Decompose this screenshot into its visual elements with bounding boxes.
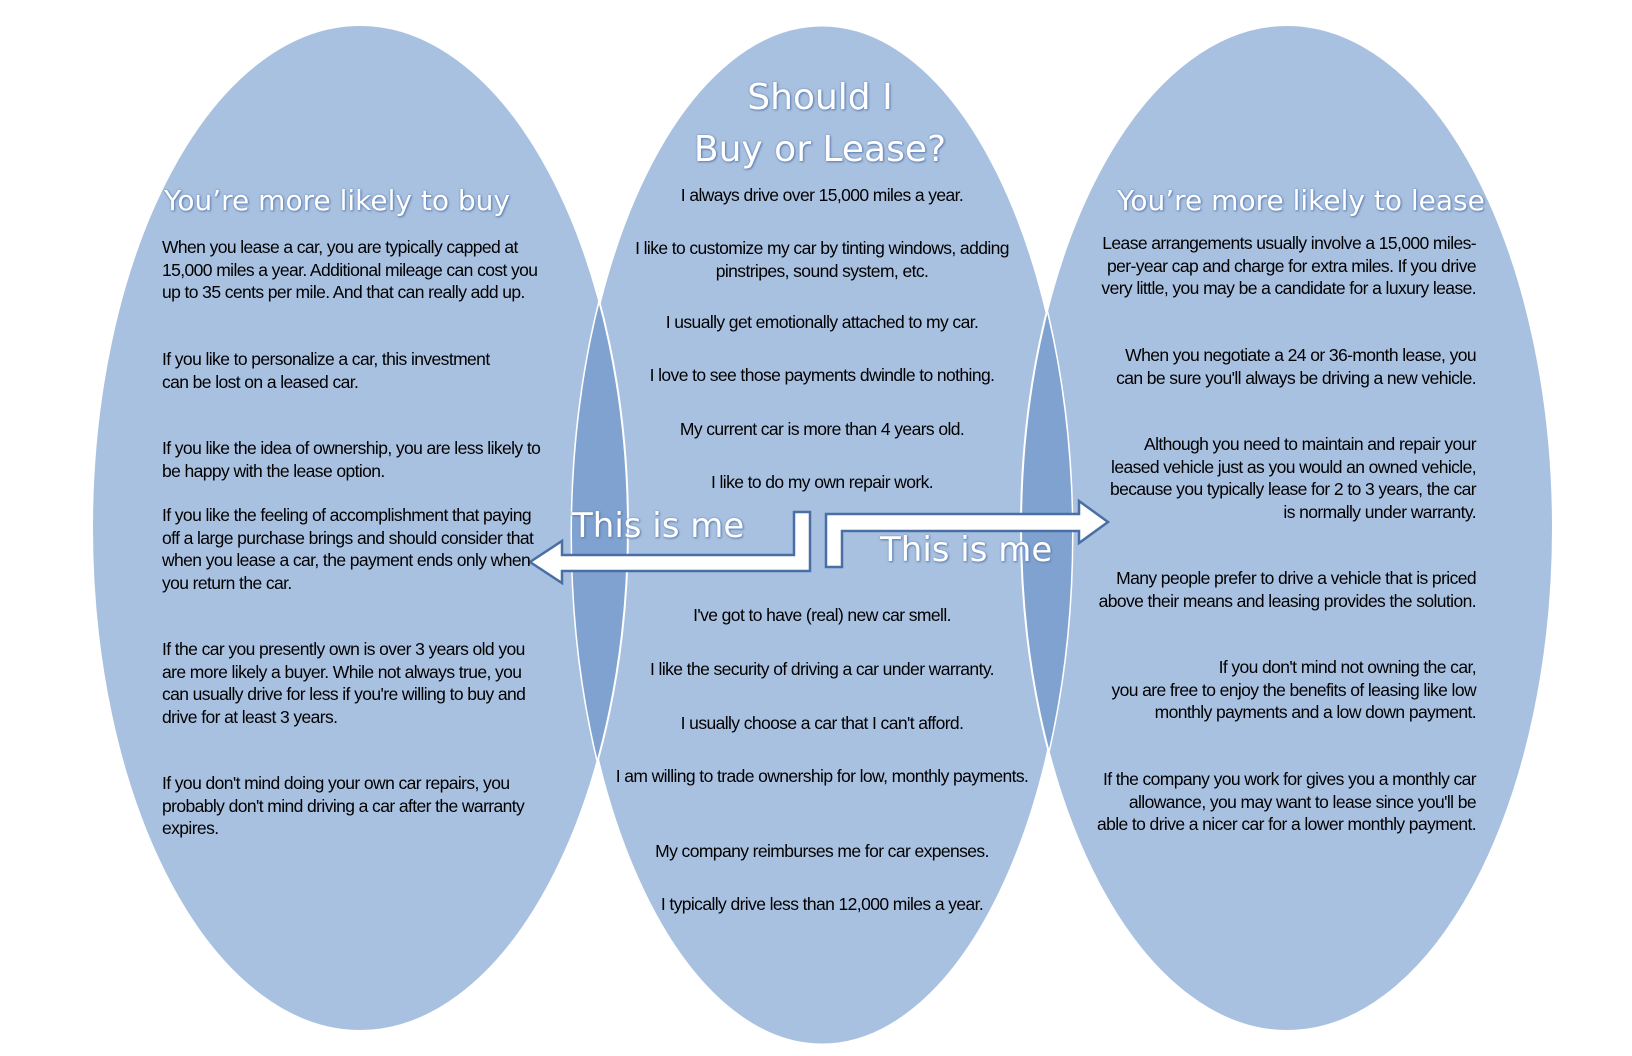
statement: I usually get emotionally attached to my car. [665, 312, 979, 332]
diagram-title [620, 72, 1020, 176]
right-paragraph: Lease arrangements usually involve a 15,000 miles-per-year cap and charge for extra miles. If you drive very little, you may be a candidate for a luxury lease. [1101, 233, 1476, 298]
right-paragraph: If the company you work for gives you a monthly car allowance, you may want to lease since you'll be able to drive a nicer car for a lower monthly payment. [1096, 769, 1476, 834]
left-paragraph: If the car you presently own is over 3 years old you are more likely a buyer. While not always true, you can usually drive for less if you're willing to buy and drive for at least 3 years. [162, 639, 526, 727]
left-paragraph: If you don't mind doing your own car repairs, you probably don't mind driving a car after the warranty expires. [162, 773, 525, 838]
left-paragraph: If you like the feeling of accomplishment that paying off a large purchase brings and should consider that when you lease a car, the payment ends only when you return the car. [162, 505, 534, 593]
statement: I love to see those payments dwindle to nothing. [649, 365, 995, 385]
left-paragraph: When you lease a car, you are typically capped at 15,000 miles a year. Additional mileage can cost you up to 35 cents per mile. And that can really add up. [162, 237, 538, 302]
statement: I usually choose a car that I can't afford. [680, 713, 964, 733]
left-paragraph: If you like to personalize a car, this investment can be lost on a leased car. [162, 349, 490, 392]
right-heading: You’re more likely to lease [1117, 184, 1485, 217]
left-heading: You’re more likely to buy [164, 184, 510, 217]
statement: I like to customize my car by tinting windows, adding pinstripes, sound system, etc. [635, 238, 1009, 281]
left-arrow-label: This is me [572, 506, 745, 546]
right-paragraph: Although you need to maintain and repair your leased vehicle just as you would an owned vehicle, because you typically lease for 2 to 3 years, the car is normally under warranty. [1109, 434, 1476, 522]
title-line-1: Should I [747, 77, 893, 118]
statement: I like the security of driving a car under warranty. [650, 659, 994, 679]
statement: I typically drive less than 12,000 miles a year. [660, 894, 984, 914]
title-line-2: Buy or Lease? [693, 129, 947, 170]
statement: My current car is more than 4 years old. [679, 419, 965, 439]
right-paragraph: When you negotiate a 24 or 36-month lease, you can be sure you'll always be driving a new vehicle. [1116, 345, 1476, 388]
right-paragraph: Many people prefer to drive a vehicle that is priced above their means and leasing provides the solution. [1098, 568, 1476, 611]
left-paragraph: If you like the idea of ownership, you are less likely to be happy with the lease option. [162, 438, 541, 481]
right-arrow-label: This is me [880, 530, 1053, 570]
statement: I like to do my own repair work. [711, 472, 933, 492]
right-paragraph: If you don't mind not owning the car, you are free to enjoy the benefits of leasing like low monthly payments and a low down payment. [1111, 657, 1476, 722]
statement: I am willing to trade ownership for low, monthly payments. [615, 766, 1029, 786]
statement: I've got to have (real) new car smell. [693, 605, 951, 625]
statement: I always drive over 15,000 miles a year. [680, 185, 964, 205]
statement: My company reimburses me for car expenses. [655, 841, 989, 861]
